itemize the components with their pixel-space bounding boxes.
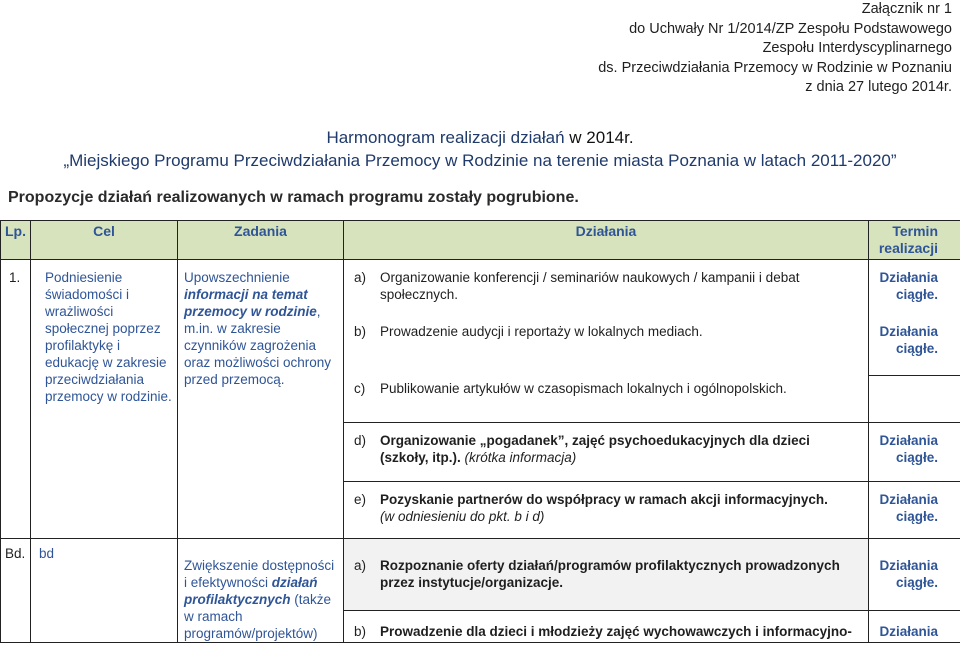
term-cell: Działania ciągłe. xyxy=(869,539,960,611)
action-text xyxy=(380,491,828,525)
task-text: (także w ramach programów/projektów) xyxy=(184,592,332,641)
term-cell: Działania ciągłe. xyxy=(869,423,960,482)
header-zadania: Zadania xyxy=(178,221,344,260)
goal-cell: Podniesienie świadomości i wrażliwości społecznej poprzez profilaktykę i edukację w zakresie przeciwdziałania przemocy w rodzinie. xyxy=(31,260,178,539)
action-bold: Prowadzenie dla dzieci i młodzieży zajęć wychowawczych i informacyjno- xyxy=(380,624,852,639)
attachment-line: Załącznik nr 1 xyxy=(861,1,952,17)
action-text xyxy=(380,557,860,591)
action-note: (w odniesieniu do pkt. b i d) xyxy=(380,509,545,524)
intro-text: Propozycje działań realizowanych w ramach programu zostały pogrubione. xyxy=(8,189,579,206)
action-label: b) xyxy=(354,323,367,339)
action-item xyxy=(354,380,860,397)
document-subtitle xyxy=(0,150,960,172)
action-text xyxy=(380,623,852,640)
task-emphasis: informacji na temat przemocy w rodzinie xyxy=(184,287,317,319)
attachment-line: z dnia 27 lutego 2014r. xyxy=(805,79,952,95)
title-year: w 2014r. xyxy=(569,128,634,147)
term-cell: Działania ciągłe. xyxy=(869,314,960,376)
action-bold: Rozpoznanie oferty działań/programów profilaktycznych prowadzonych przez instytucje/organizacje. xyxy=(380,558,840,590)
document-title xyxy=(0,127,960,149)
action-label: d) xyxy=(354,433,367,448)
table-row xyxy=(1,539,960,611)
action-cell xyxy=(344,539,869,611)
action-item xyxy=(354,269,860,303)
action-item xyxy=(354,432,860,466)
task-text: Upowszechnienie xyxy=(184,270,290,285)
attachment-line: Zespołu Interdyscyplinarnego xyxy=(762,40,952,56)
action-item xyxy=(354,491,860,525)
action-text: Publikowanie artykułów w czasopismach lokalnych i ogólnopolskich. xyxy=(380,380,787,396)
task-cell xyxy=(178,260,344,539)
table-header-row xyxy=(1,221,960,260)
action-cell xyxy=(344,482,869,539)
task-cell xyxy=(178,539,344,643)
attachment-header xyxy=(598,0,952,98)
action-text: Organizowanie konferencji / seminariów naukowych / kampanii i debat społecznych. xyxy=(380,270,800,302)
table-row xyxy=(1,260,960,314)
term-cell: Działania ciągłe. xyxy=(869,260,960,314)
goal-cell: bd xyxy=(31,539,178,643)
action-bold: Organizowanie „pogadanek”, zajęć psychoedukacyjnych dla dzieci (szkoły, itp.). xyxy=(380,433,810,465)
term-cell-empty xyxy=(869,376,960,423)
action-text: Prowadzenie audycji i reportaży w lokalnych mediach. xyxy=(380,323,703,339)
action-cell xyxy=(344,314,869,376)
attachment-line: ds. Przeciwdziałania Przemocy w Rodzinie w Poznaniu xyxy=(598,59,952,76)
action-item xyxy=(354,623,860,640)
header-termin: Termin realizacji xyxy=(869,221,960,260)
action-cell xyxy=(344,423,869,482)
action-cell xyxy=(344,611,869,643)
action-bold: Pozyskanie partnerów do współpracy w ramach akcji informacyjnych. xyxy=(380,492,828,507)
task-text: , m.in. w zakresie czynników zagrożenia oraz możliwości ochrony przed przemocą. xyxy=(184,304,332,387)
action-cell xyxy=(344,376,869,423)
row-number: 1. xyxy=(1,260,31,539)
task-text: Zwiększenie dostępności i efektywności xyxy=(184,558,335,590)
action-label: a) xyxy=(354,270,367,285)
attachment-line: do Uchwały Nr 1/2014/ZP Zespołu Podstawowego xyxy=(629,20,952,37)
subtitle-text: „Miejskiego Programu Przeciwdziałania Przemocy w Rodzinie na terenie miasta Poznania w latach 2011-2020” xyxy=(63,151,897,170)
row-number: Bd. xyxy=(1,539,31,643)
action-label: c) xyxy=(354,380,366,396)
action-text xyxy=(380,432,860,466)
task-emphasis: działań profilaktycznych xyxy=(184,575,318,607)
header-cel: Cel xyxy=(31,221,178,260)
action-note: (krótka informacja) xyxy=(460,450,577,465)
title-part: Harmonogram realizacji działań xyxy=(326,128,570,147)
action-item xyxy=(354,323,860,340)
action-label: b) xyxy=(354,624,367,639)
header-dzialania: Działania xyxy=(344,221,869,260)
header-lp: Lp. xyxy=(1,221,31,260)
action-label: e) xyxy=(354,492,367,507)
action-cell xyxy=(344,260,869,314)
action-item xyxy=(354,557,860,591)
term-cell: Działania ciągłe. xyxy=(869,482,960,539)
term-cell: Działania xyxy=(869,611,960,643)
schedule-table xyxy=(0,220,960,643)
action-label: a) xyxy=(354,558,367,573)
